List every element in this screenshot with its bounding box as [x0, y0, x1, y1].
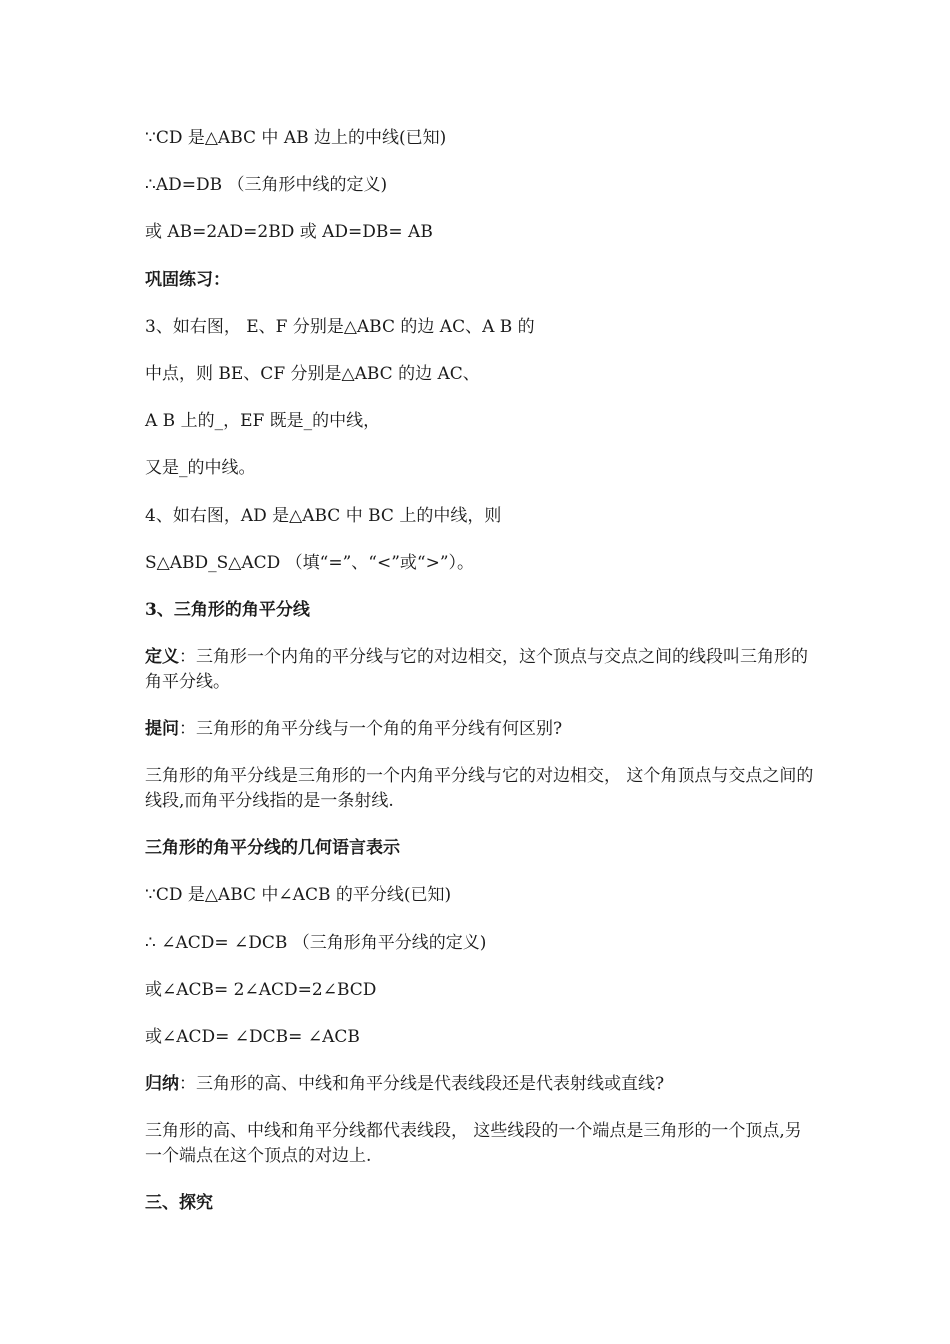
answer-paragraph: 三角形的角平分线是三角形的一个内角平分线与它的对边相交， 这个角顶点与交点之间的线段,而角平分线指的是一条射线.: [145, 766, 814, 811]
text-line: 又是_的中线。: [145, 458, 256, 478]
text-line: 或∠ACB= 2∠ACD=2∠BCD: [145, 980, 377, 1000]
summary-label: 归纳: [145, 1074, 179, 1094]
summary-text: ：三角形的高、中线和角平分线是代表线段还是代表射线或直线?: [179, 1074, 665, 1094]
text-line: 或 AB=2AD=2BD 或 AD=DB= AB: [145, 222, 433, 242]
text-line: 中点，则 BE、CF 分别是△ABC 的边 AC、: [145, 364, 480, 384]
text-line: ∴ ∠ACD= ∠DCB （三角形角平分线的定义): [145, 933, 487, 953]
question-paragraph: [145, 717, 815, 742]
definition-label: 定义: [145, 647, 179, 667]
text-line: 4、如右图，AD 是△ABC 中 BC 上的中线，则: [145, 506, 502, 526]
text-line: ∴AD=DB （三角形中线的定义): [145, 175, 388, 195]
definition-paragraph: [145, 645, 815, 695]
text-line: 或∠ACD= ∠DCB= ∠ACB: [145, 1027, 360, 1047]
text-line: 3、如右图， E、F 分别是△ABC 的边 AC、A B 的: [145, 317, 535, 337]
section-heading: 巩固练习：: [145, 270, 230, 290]
summary-paragraph: [145, 1072, 815, 1097]
text-line: A B 上的_，EF 既是_的中线，: [145, 411, 381, 431]
text-line: ∵CD 是△ABC 中 AB 边上的中线(已知): [145, 128, 447, 148]
text-line: ∵CD 是△ABC 中∠ACB 的平分线(已知): [145, 885, 452, 905]
section-heading: 三角形的角平分线的几何语言表示: [145, 838, 400, 858]
section-heading: 3、三角形的角平分线: [145, 600, 310, 620]
section-heading: 三、探究: [145, 1193, 213, 1213]
text-line: S△ABD_S△ACD （填“=”、“<”或“>”）。: [145, 553, 475, 573]
question-text: ：三角形的角平分线与一个角的角平分线有何区别?: [179, 719, 563, 739]
answer-paragraph: 三角形的高、中线和角平分线都代表线段， 这些线段的一个端点是三角形的一个顶点,另一个端点在这个顶点的对边上.: [145, 1121, 802, 1166]
definition-text: ：三角形一个内角的平分线与它的对边相交，这个顶点与交点之间的线段叫三角形的角平分线。: [145, 647, 808, 692]
question-label: 提问: [145, 719, 179, 739]
